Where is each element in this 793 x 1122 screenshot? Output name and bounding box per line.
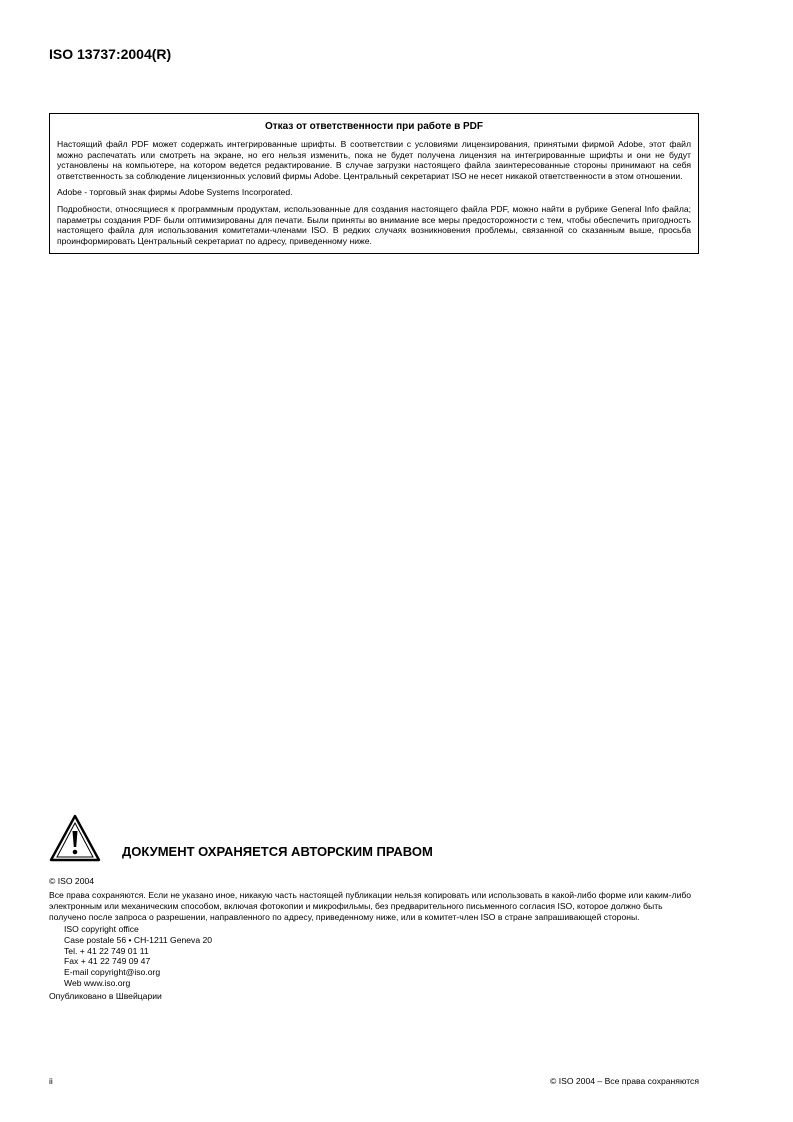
document-id: ISO 13737:2004(R) (49, 46, 172, 62)
office-fax: Fax + 41 22 749 09 47 (64, 956, 151, 967)
copyright-heading-row (49, 812, 699, 862)
office-postal: Case postale 56 • CH-1211 Geneva 20 (64, 934, 213, 945)
iso-office-address (64, 924, 699, 989)
copyright-rights-text: Все права сохраняются. Если не указано иное, никакую часть настоящей публикации нельзя копировать или использовать в какой-либо форме или каким-либо электронным или механическим способом, включая фотокопии и микрофильмы, без предварительного письменного согласия ISO, которое должно быть получено после запроса о разрешении, направленного по адресу, приведенному ниже, или в комитет-член ISO в стране запрашивающей стороны. (49, 890, 692, 922)
disclaimer-paragraph-details: Подробности, относящиеся к программным продуктам, использованные для создания настоящего файла PDF, можно найти в рубрике General Info файла; параметры создания PDF были оптимизированы для печати. Были приняты во внимание все меры предосторожности с тем, чтобы обеспечить пригодность настоящего файла для использования комитетами-членами ISO. В редких случаях возникновения проблемы, связанной со сказанным выше, просьба проинформировать Центральный секретариат по адресу, приведенному ниже. (57, 203, 691, 246)
published-in: Опубликовано в Швейцарии (49, 990, 162, 1001)
copyright-title: ДОКУМЕНТ ОХРАНЯЕТСЯ АВТОРСКИМ ПРАВОМ (122, 844, 433, 859)
office-email: E-mail copyright@iso.org (64, 967, 161, 978)
copyright-year: © ISO 2004 (49, 876, 95, 886)
pdf-disclaimer-box (49, 113, 699, 254)
office-tel: Tel. + 41 22 749 01 11 (64, 945, 149, 956)
page-footer (49, 1076, 699, 1086)
page-number: ii (49, 1076, 53, 1086)
office-name: ISO copyright office (64, 924, 139, 934)
disclaimer-paragraph-trademark: Adobe - торговый знак фирмы Adobe Systems Incorporated. (57, 187, 293, 198)
copyright-section (49, 812, 699, 1002)
footer-copyright: © ISO 2004 – Все права сохраняются (549, 1076, 699, 1086)
disclaimer-title: Отказ от ответственности при работе в PDF (264, 121, 484, 132)
office-web: Web www.iso.org (64, 977, 131, 988)
disclaimer-paragraph-fonts: Настоящий файл PDF может содержать интегрированные шрифты. В соответствии с условиями лицензирования, принятыми фирмой Adobe, этот файл можно распечатать или смотреть на экране, но его нельзя изменить, пока не будет получена лицензия на интегрированные шрифты и они не будут установлены на компьютере, на котором ведется редактирование. В случае загрузки настоящего файла заинтересованные стороны принимают на себя ответственность за соблюдение лицензионных условий фирмы Adobe. Центральный секретариат ISO не несет никакой ответственности в этом отношении. (57, 139, 691, 181)
warning-triangle-icon (49, 814, 101, 862)
